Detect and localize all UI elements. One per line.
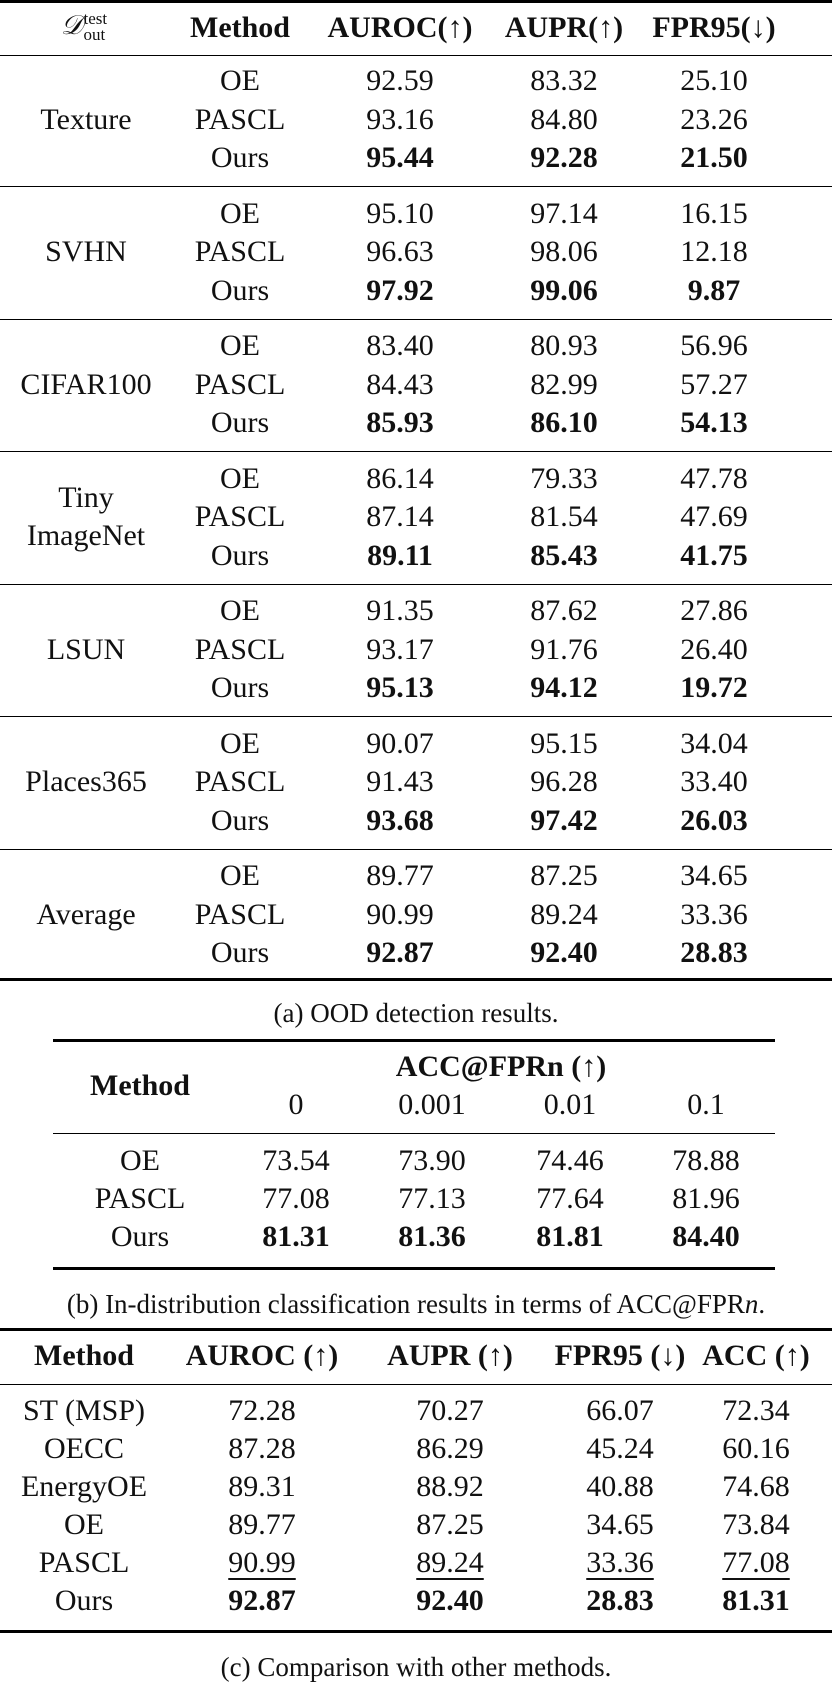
dataset-column-header [61, 10, 107, 43]
threshold-header: 0.1 [687, 1088, 725, 1121]
auroc-column-header: AUROC(↑) [327, 11, 473, 44]
group-separator-rule [0, 319, 832, 320]
metric-cell: 92.87 [228, 1584, 296, 1617]
auroc-cell: 84.43 [366, 367, 434, 401]
table-b-caption-period: . [758, 1289, 766, 1319]
metric-cell: 89.77 [228, 1508, 296, 1541]
metric-cell: 88.92 [416, 1470, 484, 1503]
method-cell: PASCL [194, 765, 286, 798]
acc-cell: 81.96 [672, 1182, 740, 1215]
table-a-header-rule [0, 55, 832, 56]
method-cell: Ours [210, 538, 270, 572]
table-b-metric-header: ACC@FPRn (↑) [395, 1050, 607, 1083]
metric-cell: 70.27 [416, 1394, 484, 1427]
metric-cell: 73.84 [722, 1508, 790, 1541]
auroc-cell: 91.35 [366, 594, 434, 627]
fpr95-cell: 28.83 [680, 936, 748, 969]
table-b-caption [67, 1291, 765, 1318]
group-separator-rule [0, 849, 832, 850]
aupr-cell: 99.06 [530, 273, 598, 307]
method-cell: OE [220, 859, 260, 892]
table-c-header-rule [0, 1384, 832, 1385]
metric-cell: 72.28 [228, 1394, 296, 1427]
auroc-cell: 90.99 [366, 897, 434, 931]
aupr-cell: 92.40 [530, 936, 598, 969]
metric-cell: 89.31 [228, 1470, 296, 1503]
fpr95-cell: 21.50 [680, 141, 748, 174]
fpr95-cell: 25.10 [680, 64, 748, 97]
method-cell: EnergyOE [20, 1470, 148, 1503]
fpr95-cell: 9.87 [687, 273, 741, 307]
aupr-cell: 96.28 [530, 765, 598, 798]
aupr-cell: 91.76 [530, 632, 598, 666]
method-cell: OE [220, 594, 260, 627]
method-cell: OE [220, 461, 260, 495]
method-cell: Ours [210, 803, 270, 837]
metric-cell: 60.16 [722, 1432, 790, 1465]
method-cell: OE [220, 196, 260, 230]
aupr-cell: 80.93 [530, 329, 598, 362]
auroc-cell: 97.92 [366, 273, 434, 307]
acc-cell: 81.36 [398, 1220, 466, 1253]
metric-cell: 74.68 [722, 1470, 790, 1503]
auroc-cell: 92.87 [366, 936, 434, 969]
fpr95-cell: 26.40 [680, 632, 748, 666]
aupr-cell: 79.33 [530, 461, 598, 495]
metric-cell: 28.83 [586, 1584, 654, 1617]
metric-cell: 40.88 [586, 1470, 654, 1503]
fpr95-cell: 34.65 [680, 859, 748, 892]
dataset-label: ImageNet [26, 519, 146, 552]
auroc-cell: 87.14 [366, 500, 434, 533]
fpr95-cell: 47.78 [680, 461, 748, 495]
fpr95-cell: 41.75 [680, 538, 748, 572]
table-b-bottom-rule [53, 1267, 775, 1270]
auroc-cell: 95.44 [366, 141, 434, 174]
fpr95-cell: 56.96 [680, 329, 748, 362]
method-cell: Ours [210, 273, 270, 307]
auroc-cell: 89.77 [366, 859, 434, 892]
table-c-caption: (c) Comparison with other methods. [220, 1652, 612, 1682]
dataset-sub: out [83, 25, 106, 45]
method-header: Method [34, 1339, 134, 1372]
table-b-caption-variable: n [744, 1289, 759, 1319]
auroc-cell: 96.63 [366, 235, 434, 268]
metric-cell: 33.36 [586, 1546, 654, 1579]
dataset-label: Average [36, 897, 136, 931]
acc-header: ACC (↑) [702, 1339, 810, 1372]
threshold-header: 0.01 [543, 1088, 597, 1121]
method-cell: OE [220, 64, 260, 97]
dataset-label: SVHN [45, 235, 127, 268]
acc-cell: 77.08 [262, 1182, 330, 1215]
auroc-cell: 95.13 [366, 671, 434, 704]
table-b-caption-text: (b) In-distribution classification results in terms of ACC@FPR [66, 1289, 745, 1319]
acc-cell: 77.13 [398, 1182, 466, 1215]
method-cell: OECC [43, 1432, 125, 1465]
method-cell: Ours [210, 406, 270, 439]
metric-cell: 81.31 [722, 1584, 790, 1617]
method-cell: Ours [54, 1584, 114, 1617]
aupr-cell: 86.10 [530, 406, 598, 439]
method-cell: OE [220, 329, 260, 362]
method-cell: PASCL [94, 1182, 186, 1215]
acc-cell: 77.64 [536, 1182, 604, 1215]
fpr95-cell: 57.27 [680, 367, 748, 401]
aupr-cell: 83.32 [530, 64, 598, 97]
auroc-cell: 85.93 [366, 406, 434, 439]
auroc-cell: 93.68 [366, 803, 434, 837]
group-separator-rule [0, 451, 832, 452]
threshold-header: 0 [288, 1088, 304, 1121]
fpr95-cell: 33.36 [680, 897, 748, 931]
fpr95-cell: 26.03 [680, 803, 748, 837]
method-cell: OE [120, 1144, 160, 1177]
table-b-top-rule [53, 1039, 775, 1042]
aupr-column-header: AUPR(↑) [504, 11, 624, 44]
acc-cell: 81.31 [262, 1220, 330, 1253]
method-cell: OE [64, 1508, 104, 1541]
dataset-sup: test [83, 8, 108, 28]
fpr95-cell: 34.04 [680, 726, 748, 760]
fpr95-header: FPR95 (↓) [554, 1339, 686, 1372]
metric-cell: 87.28 [228, 1432, 296, 1465]
acc-cell: 78.88 [672, 1144, 740, 1177]
table-c-bottom-rule [0, 1630, 832, 1633]
fpr95-cell: 47.69 [680, 500, 748, 533]
metric-cell: 92.40 [416, 1584, 484, 1617]
auroc-cell: 92.59 [366, 64, 434, 97]
metric-cell: 34.65 [586, 1508, 654, 1541]
fpr95-cell: 54.13 [680, 406, 748, 439]
group-separator-rule [0, 716, 832, 717]
table-a-caption: (a) OOD detection results. [273, 998, 559, 1028]
aupr-cell: 95.15 [530, 726, 598, 760]
fpr95-cell: 23.26 [680, 102, 748, 136]
fpr95-cell: 27.86 [680, 594, 748, 627]
dataset-label: Tiny [58, 481, 114, 514]
dataset-label: CIFAR100 [20, 367, 152, 401]
auroc-cell: 91.43 [366, 765, 434, 798]
threshold-header: 0.001 [398, 1088, 466, 1121]
dataset-symbol: 𝒟 [60, 10, 83, 41]
aupr-cell: 98.06 [530, 235, 598, 268]
fpr95-column-header: FPR95(↓) [652, 11, 776, 44]
auroc-cell: 89.11 [367, 538, 433, 572]
auroc-header: AUROC (↑) [185, 1339, 339, 1372]
method-cell: Ours [210, 141, 270, 174]
aupr-header: AUPR (↑) [387, 1339, 513, 1372]
method-cell: Ours [110, 1220, 170, 1253]
group-separator-rule [0, 584, 832, 585]
metric-cell: 72.34 [722, 1394, 790, 1427]
method-cell: PASCL [194, 235, 286, 268]
fpr95-cell: 33.40 [680, 765, 748, 798]
table-b-header-rule [53, 1133, 775, 1134]
auroc-cell: 93.16 [366, 102, 434, 136]
auroc-cell: 95.10 [366, 196, 434, 230]
fpr95-cell: 19.72 [680, 671, 748, 704]
dataset-label: Places365 [25, 765, 147, 798]
acc-cell: 81.81 [536, 1220, 604, 1253]
dataset-label: Texture [40, 102, 132, 136]
method-cell: PASCL [194, 897, 286, 931]
aupr-cell: 92.28 [530, 141, 598, 174]
aupr-cell: 97.42 [530, 803, 598, 837]
acc-cell: 73.54 [262, 1144, 330, 1177]
method-column-header: Method [190, 11, 290, 44]
metric-cell: 45.24 [586, 1432, 654, 1465]
metric-cell: 66.07 [586, 1394, 654, 1427]
method-cell: ST (MSP) [23, 1394, 145, 1427]
acc-cell: 73.90 [398, 1144, 466, 1177]
aupr-cell: 82.99 [530, 367, 598, 401]
method-cell: Ours [210, 936, 270, 969]
table-a-bottom-rule [0, 978, 832, 981]
method-cell: Ours [210, 671, 270, 704]
method-cell: PASCL [194, 632, 286, 666]
method-cell: PASCL [194, 102, 286, 136]
metric-cell: 87.25 [416, 1508, 484, 1541]
fpr95-cell: 16.15 [680, 196, 748, 230]
table-b-method-header: Method [90, 1069, 190, 1102]
method-cell: PASCL [38, 1546, 130, 1579]
aupr-cell: 87.62 [530, 594, 598, 627]
aupr-cell: 87.25 [530, 859, 598, 892]
auroc-cell: 90.07 [366, 726, 434, 760]
fpr95-cell: 12.18 [680, 235, 748, 268]
acc-cell: 84.40 [672, 1220, 740, 1253]
metric-cell: 86.29 [416, 1432, 484, 1465]
group-separator-rule [0, 186, 832, 187]
aupr-cell: 85.43 [530, 538, 598, 572]
dataset-label: LSUN [46, 632, 126, 666]
table-c-top-rule [0, 1328, 832, 1331]
auroc-cell: 86.14 [366, 461, 434, 495]
method-cell: PASCL [194, 500, 286, 533]
aupr-cell: 97.14 [530, 196, 598, 230]
metric-cell: 90.99 [228, 1546, 296, 1579]
auroc-cell: 93.17 [366, 632, 434, 666]
aupr-cell: 84.80 [530, 102, 598, 136]
aupr-cell: 81.54 [530, 500, 598, 533]
aupr-cell: 94.12 [530, 671, 598, 704]
method-cell: OE [220, 726, 260, 760]
auroc-cell: 83.40 [366, 329, 434, 362]
metric-cell: 89.24 [416, 1546, 484, 1579]
table-a-top-rule [0, 0, 832, 3]
aupr-cell: 89.24 [530, 897, 598, 931]
method-cell: PASCL [194, 367, 286, 401]
metric-cell: 77.08 [722, 1546, 790, 1579]
acc-cell: 74.46 [536, 1144, 604, 1177]
